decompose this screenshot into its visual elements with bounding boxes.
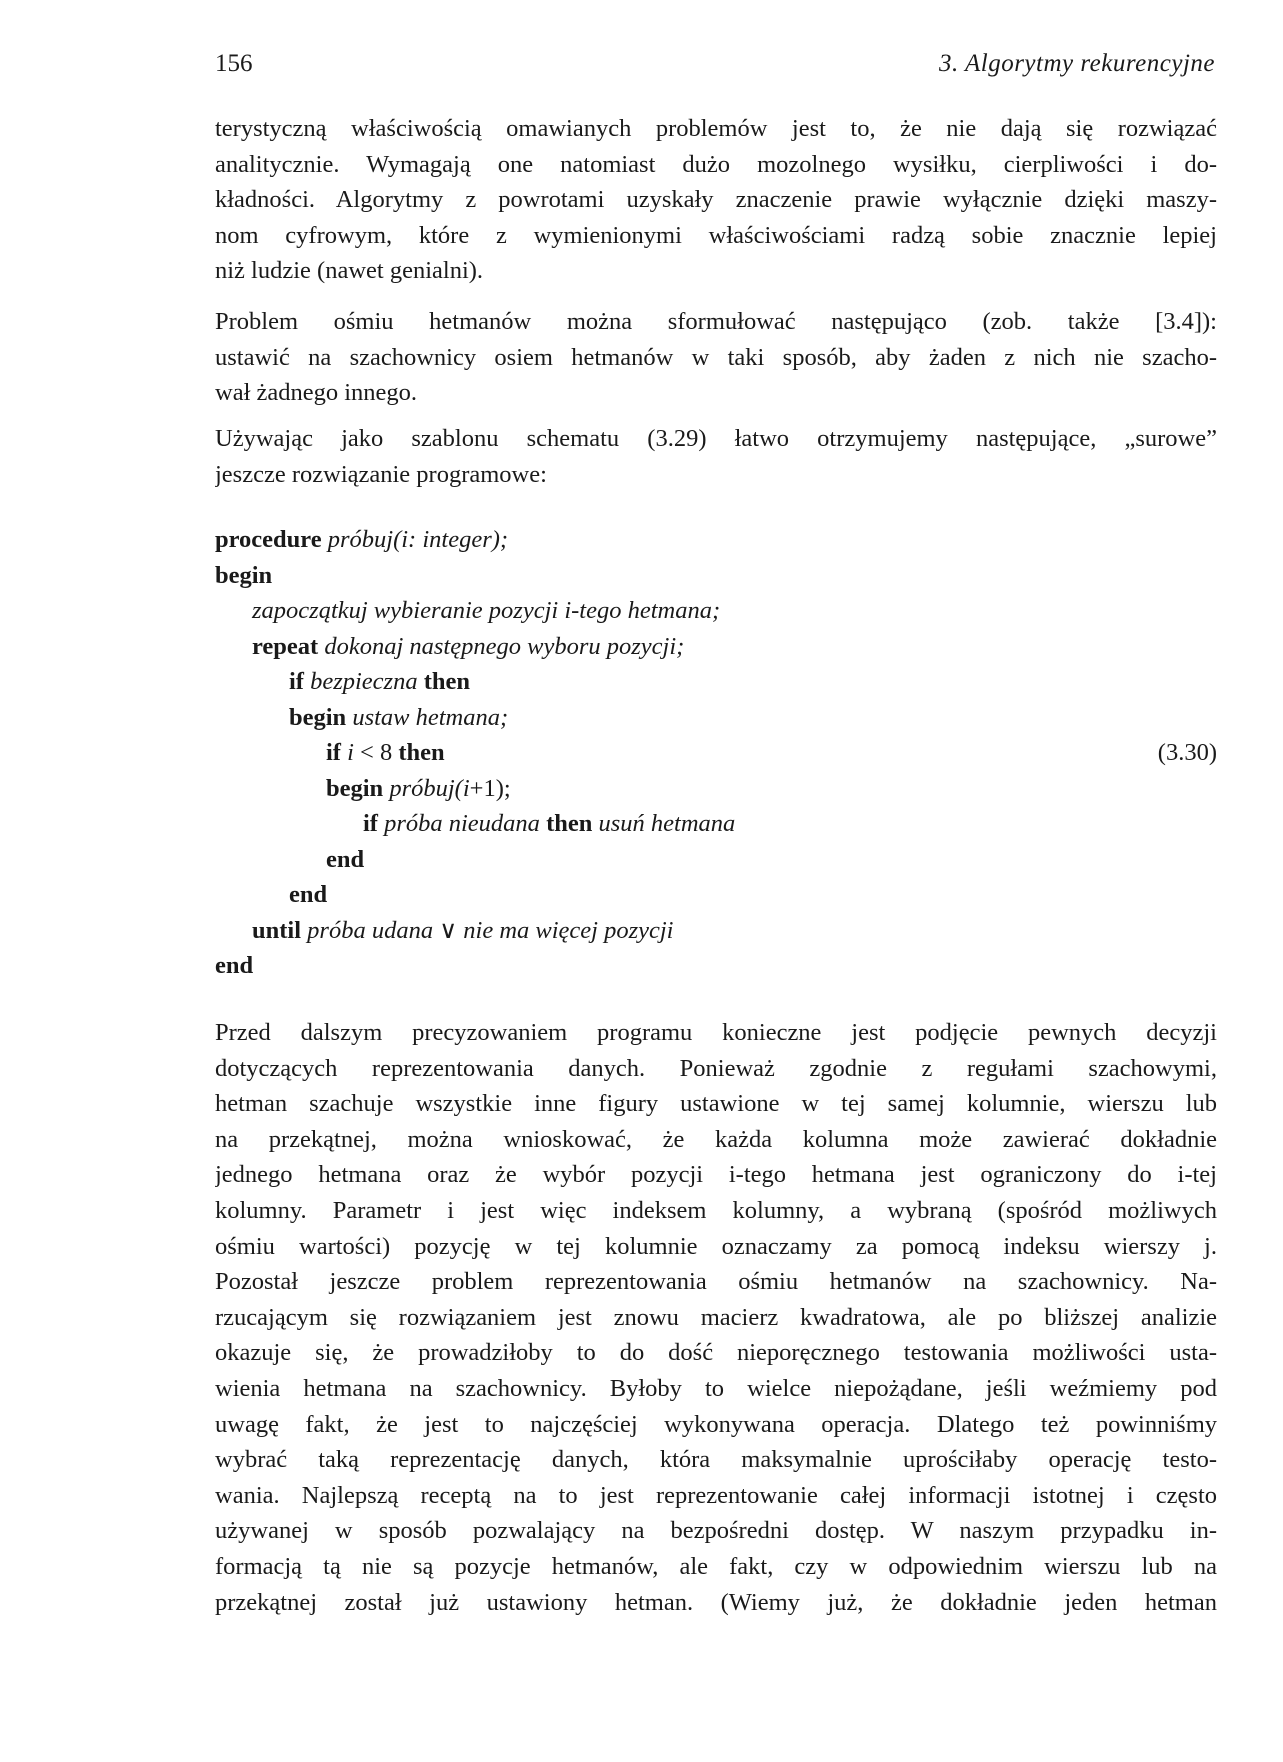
text-line: ośmiu wartości) pozycję w tej kolumnie oznaczamy za pomocą indeksu wierszy j. (215, 1232, 1217, 1260)
intro-paragraph (215, 111, 1217, 289)
code-line (215, 913, 1217, 949)
code-text: bezpieczna (303, 668, 424, 695)
keyword: until (252, 916, 302, 944)
text-line: Używając jako szablonu schematu (3.29) łatwo otrzymujemy następujące, „surowe” (215, 425, 1217, 452)
text-line: jeszcze rozwiązanie programowe: (215, 460, 547, 488)
keyword: end (215, 952, 254, 979)
text-line: okazuje się, że prowadziłoby to do dość nieporęcznego testowania możliwości usta- (215, 1339, 1217, 1367)
chapter-title: 3. Algorytmy rekurencyjne (938, 50, 1215, 77)
text-line: Przed dalszym precyzowaniem programu konieczne jest podjęcie pewnych decyzji (215, 1019, 1217, 1046)
code-text: próbuj(i (383, 774, 470, 802)
text-line: przekątnej został już ustawiony hetman. (Wiemy już, że dokładnie jeden hetman (215, 1588, 1217, 1616)
keyword: begin (289, 703, 347, 731)
keyword: repeat (252, 632, 319, 660)
text-line: Pozostał jeszcze problem reprezentowania ośmiu hetmanów na szachownicy. Na- (215, 1268, 1217, 1296)
text-line: używanej w sposób pozwalający na bezpośredni dostęp. W naszym przypadku in- (215, 1517, 1217, 1545)
keyword: then (546, 810, 593, 837)
text-line: analitycznie. Wymagają one natomiast dużo mozolnego wysiłku, cierpliwości i do- (215, 150, 1217, 178)
code-text: dokonaj następnego wyboru pozycji; (318, 632, 685, 660)
code-text: ustaw hetmana; (346, 703, 509, 731)
code-line (215, 948, 1217, 984)
text-line: na przekątnej, można wnioskować, że każda kolumna może zawierać dokładnie (215, 1125, 1217, 1153)
text-line: dotyczących reprezentowania danych. Ponieważ zgodnie z regułami szachowymi, (215, 1054, 1217, 1082)
keyword: then (423, 668, 471, 695)
code-line (215, 842, 1217, 878)
keyword: begin (215, 561, 273, 589)
text-line: formacją tą nie są pozycje hetmanów, ale fakt, czy w odpowiednim wierszu lub na (215, 1552, 1217, 1580)
keyword: end (326, 845, 365, 873)
text-line: uwagę fakt, że jest to najczęściej wykonywana operacja. Dlatego też powinniśmy (215, 1410, 1217, 1438)
text-line: ustawić na szachownicy osiem hetmanów w taki sposób, aby żaden z nich nie szacho- (215, 343, 1217, 371)
text-line: kolumny. Parametr i jest więc indeksem kolumny, a wybraną (spośród możliwych (215, 1196, 1217, 1224)
code-line (215, 771, 1217, 807)
text-line: wania. Najlepszą receptą na to jest reprezentowanie całej informacji istotnej i często (215, 1481, 1217, 1509)
code-text: usuń hetmana (592, 810, 736, 837)
keyword: end (289, 881, 328, 908)
code-line (215, 522, 1217, 558)
code-line (215, 700, 1217, 736)
code-line (215, 558, 1217, 594)
problem-paragraph (215, 304, 1217, 411)
keyword: if (289, 668, 304, 695)
code-line (215, 877, 1217, 913)
text-line: nom cyfrowym, które z wymienionymi właściwościami radzą sobie znacznie lepiej (215, 221, 1217, 249)
code-line (215, 664, 1217, 700)
schema-paragraph (215, 421, 1217, 492)
keyword: procedure (215, 526, 322, 553)
keyword: if (363, 810, 378, 837)
text-line: jednego hetmana oraz że wybór pozycji i-tego hetmana jest ograniczony do i-tej (215, 1161, 1217, 1189)
code-text: próba udana (301, 916, 440, 944)
keyword: if (326, 739, 341, 766)
code-line (215, 806, 1217, 842)
code-text: nie ma więcej pozycji (457, 916, 674, 944)
main-paragraph (215, 1015, 1217, 1620)
code-text: zapoczątkuj wybieranie pozycji i-tego hetmana; (252, 597, 721, 624)
text-line: kładności. Algorytmy z powrotami uzyskały znaczenie prawie wyłącznie dzięki maszy- (215, 186, 1217, 214)
text-line: wienia hetmana na szachownicy. Byłoby to wielce niepożądane, jeśli weźmiemy pod (215, 1374, 1217, 1402)
code-text: < 8 (353, 739, 399, 766)
keyword: begin (326, 774, 384, 802)
text-line: terystyczną właściwością omawianych problemów jest to, że nie dają się rozwiązać (215, 115, 1217, 142)
code-text: i (340, 739, 354, 766)
code-line (215, 735, 1217, 771)
text-line: niż ludzie (nawet genialni). (215, 257, 484, 285)
text-line: wał żadnego innego. (215, 379, 418, 407)
page-number: 156 (215, 50, 253, 77)
code-text: próba nieudana (377, 810, 547, 837)
code-text: ∨ (439, 916, 458, 944)
text-line: rzucającym się rozwiązaniem jest znowu macierz kwadratowa, ale po bliższej analizie (215, 1303, 1217, 1331)
text-line: Problem ośmiu hetmanów można sformułować następująco (zob. także [3.4]): (215, 308, 1217, 335)
text-line: hetman szachuje wszystkie inne figury ustawione w tej samej kolumnie, wierszu lub (215, 1090, 1217, 1118)
keyword: then (398, 739, 445, 766)
code-text: próbuj(i: integer); (321, 526, 509, 553)
page-header (215, 50, 1215, 78)
text-line: wybrać taką reprezentację danych, która maksymalnie uprościłaby operację testo- (215, 1446, 1217, 1474)
equation-label: (3.30) (1157, 739, 1217, 766)
procedure-listing (215, 522, 1217, 984)
code-line (215, 629, 1217, 665)
code-text: +1); (469, 774, 511, 802)
code-line (215, 593, 1217, 629)
